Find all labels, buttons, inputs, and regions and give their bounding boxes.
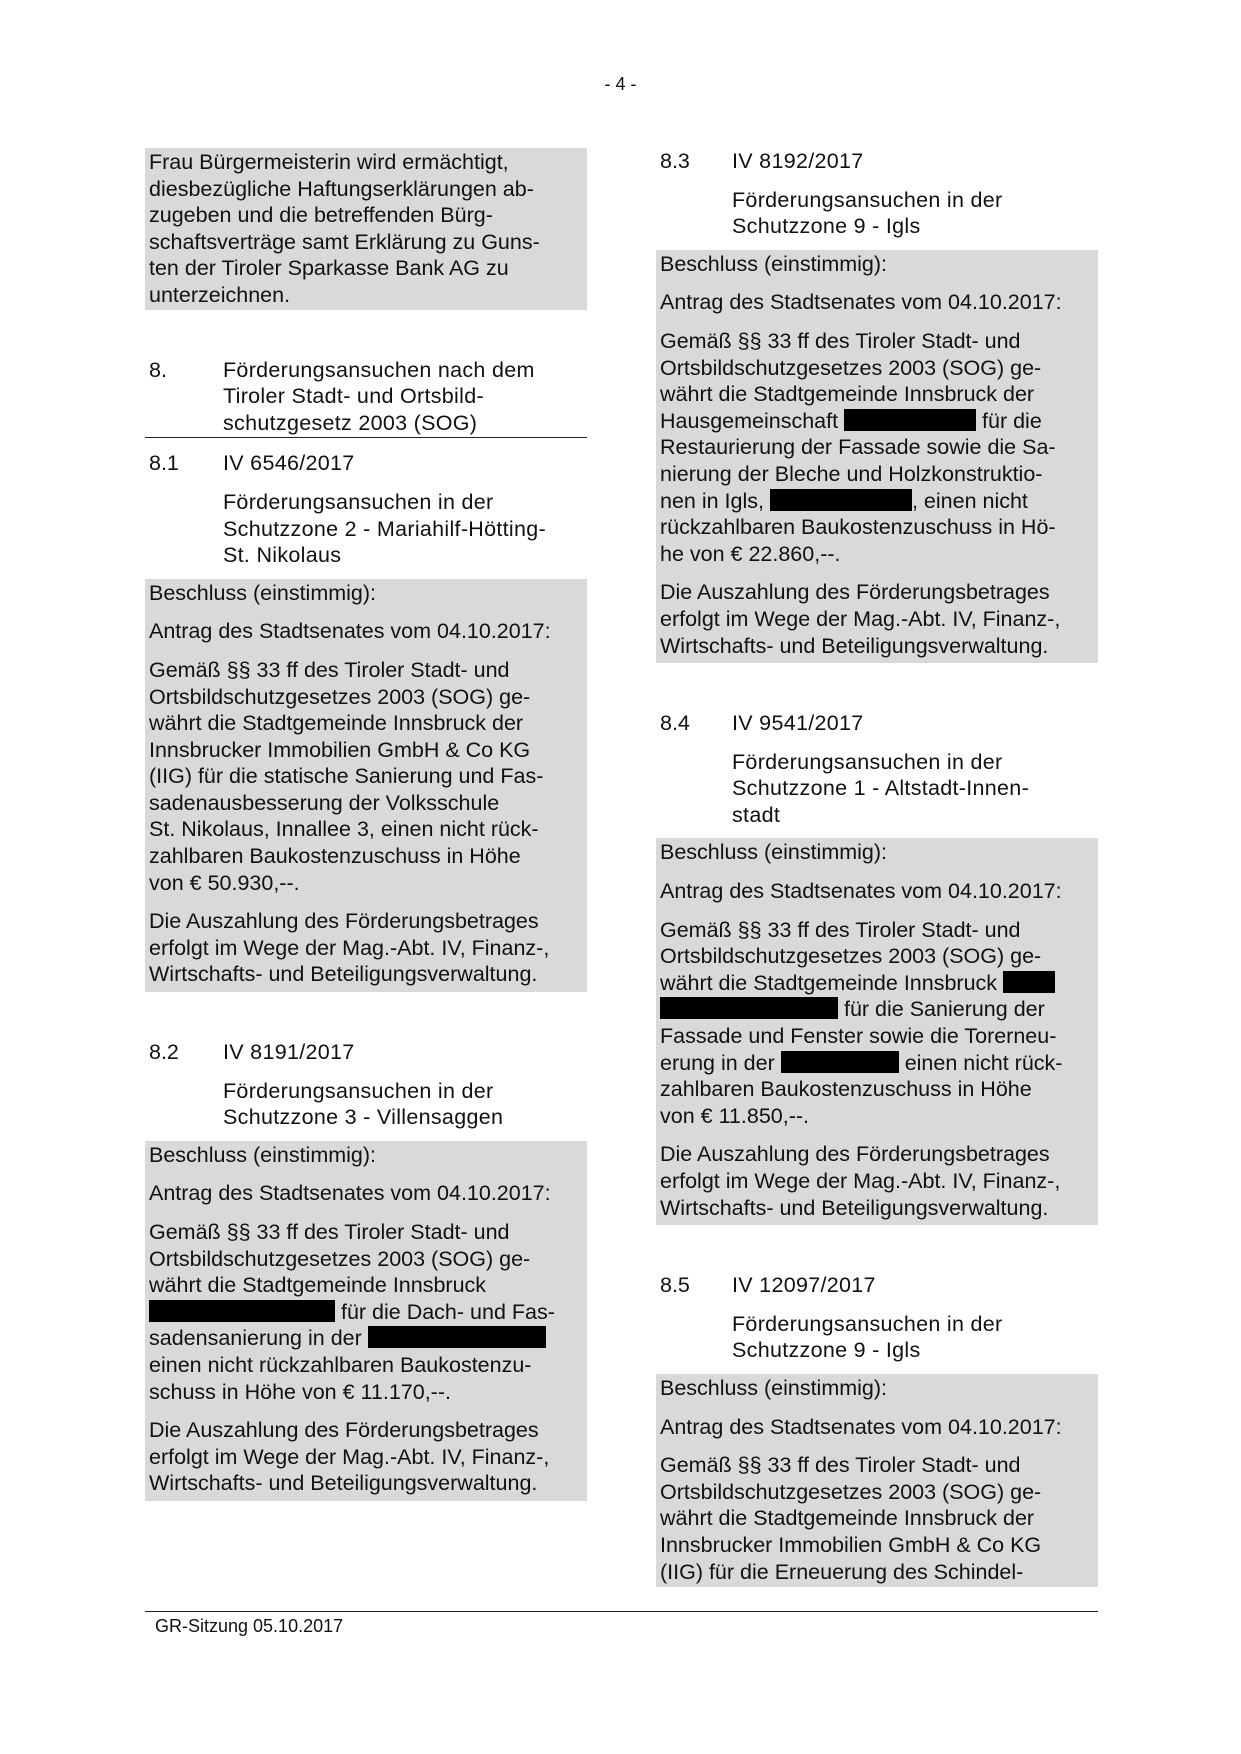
antrag-label: Antrag des Stadtsenates vom 04.10.2017:: [660, 290, 1062, 315]
text-line: Gemäß §§ 33 ff des Tiroler Stadt- und: [149, 657, 510, 682]
section-title-line: Förderungsansuchen nach dem: [223, 357, 535, 382]
text-line: diesbezügliche Haftungserklärungen ab-: [149, 176, 534, 201]
text-line: Ortsbildschutzgesetzes 2003 (SOG) ge-: [149, 684, 531, 709]
item-number: 8.3: [660, 149, 690, 173]
resolution-block-8-5: [656, 1374, 1098, 1587]
redaction-bar: [660, 997, 838, 1019]
text-line: Wirtschafts- und Beteiligungsverwaltung.: [660, 633, 1049, 658]
antrag-label: Antrag des Stadtsenates vom 04.10.2017:: [149, 1181, 551, 1206]
item-number: 8.1: [149, 451, 179, 476]
item-subject-line: Förderungsansuchen in der: [223, 489, 494, 514]
item-ref: IV 6546/2017: [223, 451, 355, 476]
item-subject-line: Schutzzone 9 - Igls: [732, 214, 921, 239]
text-line: einen nicht rückzahlbaren Baukostenzu-: [149, 1352, 532, 1377]
text-line: Ortsbildschutzgesetzes 2003 (SOG) ge-: [660, 944, 1042, 969]
resolution-block-8-1: [145, 579, 587, 992]
text-line: Die Auszahlung des Förderungsbetrages: [149, 909, 539, 934]
item-subject-line: stadt: [732, 802, 781, 827]
item-ref: IV 12097/2017: [732, 1273, 876, 1298]
text-line: erung in der einen nicht rück-: [660, 1050, 1063, 1075]
text-line: rückzahlbaren Baukostenzuschuss in Hö-: [660, 515, 1056, 540]
text-line: Innsbrucker Immobilien GmbH & Co KG: [660, 1532, 1042, 1557]
item-number: 8.5: [660, 1273, 690, 1298]
item-subject-line: Schutzzone 9 - Igls: [732, 1338, 921, 1363]
text-line: Fassade und Fenster sowie die Torerneu-: [660, 1024, 1057, 1049]
resolution-block-8-3: [656, 250, 1098, 663]
text-line: Frau Bürgermeisterin wird ermächtigt,: [149, 150, 509, 174]
text-line: von € 11.850,--.: [660, 1103, 809, 1128]
left-column: [145, 148, 587, 1501]
text-line: währt die Stadtgemeinde Innsbruck der: [149, 711, 524, 736]
section-title-line: Tiroler Stadt- und Ortsbild-: [223, 384, 484, 409]
redaction-bar: [770, 489, 912, 511]
text-line: Restaurierung der Fassade sowie die Sa-: [660, 435, 1056, 460]
section-title-line: schutzgesetz 2003 (SOG): [223, 410, 478, 435]
text-line: sadenausbesserung der Volksschule: [149, 790, 500, 815]
redaction-bar: [149, 1300, 335, 1322]
text-line: Gemäß §§ 33 ff des Tiroler Stadt- und: [660, 328, 1021, 353]
item-ref: IV 8192/2017: [732, 149, 864, 173]
text-line: Ortsbildschutzgesetzes 2003 (SOG) ge-: [149, 1246, 531, 1271]
text-line: schaftsverträge samt Erklärung zu Guns-: [149, 229, 540, 254]
text-line: Wirtschafts- und Beteiligungsverwaltung.: [149, 962, 538, 987]
text-line: zugeben und die betreffenden Bürg-: [149, 203, 493, 228]
text-line: währt die Stadtgemeinde Innsbruck der: [660, 382, 1035, 407]
item-subject-line: Schutzzone 2 - Mariahilf-Hötting-: [223, 516, 546, 541]
text-line: Gemäß §§ 33 ff des Tiroler Stadt- und: [660, 1453, 1021, 1478]
page-number: - 4 -: [604, 74, 637, 94]
text-line: zahlbaren Baukostenzuschuss in Höhe: [149, 844, 521, 869]
text-line: währt die Stadtgemeinde Innsbruck: [149, 1273, 487, 1298]
item-heading-8-3: [656, 148, 1098, 175]
text-line: (IIG) für die Erneuerung des Schindel-: [660, 1559, 1024, 1584]
footer-divider: [145, 1611, 1098, 1612]
text-line: Wirtschafts- und Beteiligungsverwaltung.: [660, 1195, 1049, 1220]
text-line: währt die Stadtgemeinde Innsbruck: [656, 970, 1098, 997]
intro-continuation: [145, 148, 587, 310]
item-subject-line: Förderungsansuchen in der: [732, 749, 1003, 774]
beschluss-label: Beschluss (einstimmig):: [149, 1142, 376, 1167]
section-heading-8: [145, 357, 587, 439]
antrag-label: Antrag des Stadtsenates vom 04.10.2017:: [149, 619, 551, 644]
item-ref: IV 8191/2017: [223, 1040, 355, 1065]
text-line: Die Auszahlung des Förderungsbetrages: [149, 1418, 539, 1443]
item-subject-line: Schutzzone 3 - Villensaggen: [223, 1105, 504, 1130]
text-line: erfolgt im Wege der Mag.-Abt. IV, Finanz-,: [149, 1444, 550, 1469]
item-number: 8.2: [149, 1040, 179, 1065]
item-ref: IV 9541/2017: [732, 711, 864, 736]
text-line: von € 50.930,--.: [149, 870, 300, 895]
text-line: Innsbrucker Immobilien GmbH & Co KG: [149, 737, 531, 762]
item-subject-line: Förderungsansuchen in der: [732, 187, 1003, 212]
item-heading-8-1: [145, 450, 587, 477]
antrag-label: Antrag des Stadtsenates vom 04.10.2017:: [660, 879, 1062, 904]
redaction-bar: [1003, 971, 1055, 993]
item-heading-8-4: [656, 710, 1098, 737]
item-subject-line: Förderungsansuchen in der: [732, 1311, 1003, 1336]
text-line: Wirtschafts- und Beteiligungsverwaltung.: [149, 1471, 538, 1496]
text-line: Die Auszahlung des Förderungsbetrages: [660, 1142, 1050, 1167]
section-number: 8.: [149, 357, 167, 382]
beschluss-label: Beschluss (einstimmig):: [149, 580, 376, 605]
text-line: nen in Igls, , einen nicht: [660, 488, 1028, 513]
resolution-block-8-4: [656, 838, 1098, 1225]
text-line: Die Auszahlung des Förderungsbetrages: [660, 580, 1050, 605]
beschluss-label: Beschluss (einstimmig):: [660, 1375, 887, 1400]
text-line: nierung der Bleche und Holzkonstruktio-: [660, 461, 1043, 486]
item-subject-line: Schutzzone 1 - Altstadt-Innen-: [732, 776, 1030, 801]
item-subject-line: St. Nikolaus: [223, 543, 342, 568]
text-line: Gemäß §§ 33 ff des Tiroler Stadt- und: [660, 917, 1021, 942]
text-line: währt die Stadtgemeinde Innsbruck der: [660, 1506, 1035, 1531]
text-line: für die Sanierung der: [656, 996, 1098, 1023]
text-line: unterzeichnen.: [149, 282, 291, 307]
item-heading-8-5: [656, 1272, 1098, 1299]
text-line: (IIG) für die statische Sanierung und Fas-: [149, 764, 544, 789]
beschluss-label: Beschluss (einstimmig):: [660, 251, 887, 276]
text-line: Ortsbildschutzgesetzes 2003 (SOG) ge-: [660, 355, 1042, 380]
text-line: erfolgt im Wege der Mag.-Abt. IV, Finanz-,: [660, 1169, 1061, 1193]
text-line: Hausgemeinschaft für die: [660, 408, 1042, 433]
text-line: zahlbaren Baukostenzuschuss in Höhe: [660, 1077, 1032, 1102]
text-line: he von € 22.860,--.: [660, 541, 841, 566]
text-line: schuss in Höhe von € 11.170,--.: [149, 1379, 451, 1404]
right-column: [656, 148, 1098, 1587]
antrag-label: Antrag des Stadtsenates vom 04.10.2017:: [660, 1414, 1062, 1439]
text-line: Ortsbildschutzgesetzes 2003 (SOG) ge-: [660, 1479, 1042, 1504]
item-subject-line: Förderungsansuchen in der: [223, 1078, 494, 1103]
footer-text: GR-Sitzung 05.10.2017: [155, 1616, 344, 1636]
beschluss-label: Beschluss (einstimmig):: [660, 840, 887, 865]
resolution-block-8-2: [145, 1141, 587, 1501]
redaction-bar: [781, 1051, 899, 1073]
text-line: St. Nikolaus, Innallee 3, einen nicht rück-: [149, 817, 539, 842]
redaction-bar: [844, 409, 976, 431]
text-line: erfolgt im Wege der Mag.-Abt. IV, Finanz-,: [149, 935, 550, 960]
redaction-bar: [368, 1326, 546, 1348]
item-number: 8.4: [660, 711, 690, 736]
text-line: ten der Tiroler Sparkasse Bank AG zu: [149, 256, 509, 281]
text-line: für die Dach- und Fas-: [145, 1299, 587, 1326]
text-line: sadensanierung in der: [145, 1325, 587, 1352]
text-line: erfolgt im Wege der Mag.-Abt. IV, Finanz-,: [660, 606, 1061, 631]
item-heading-8-2: [145, 1039, 587, 1066]
text-line: Gemäß §§ 33 ff des Tiroler Stadt- und: [149, 1220, 510, 1244]
